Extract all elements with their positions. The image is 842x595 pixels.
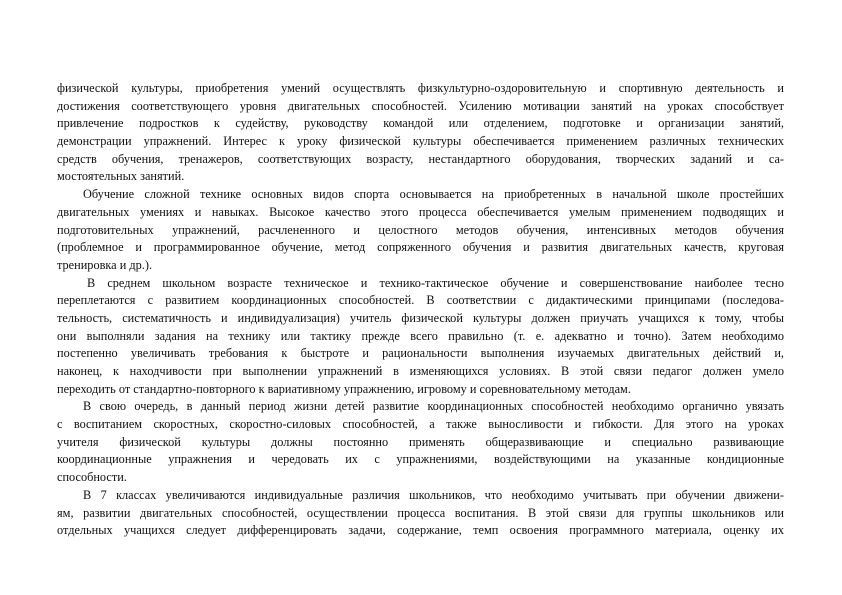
paragraph: [57, 398, 784, 486]
text-line: демонстрации упражнений. Интерес к уроку физической культуры обеспечивается применением различных технических: [57, 134, 784, 149]
paragraph: [57, 275, 784, 399]
text-line: переходить от стандартно-повторного к вариативному упражнению, игровому и соревновательному методам.: [57, 381, 631, 396]
text-line: постепенно увеличивать требования к быстроте и рациональности выполнения изучаемых двигательных действий и,: [57, 346, 784, 361]
text-line: наконец, к находчивости при выполнении упражнений в изменяющихся условиях. В этой связи педагог должен умело: [57, 364, 784, 378]
text-line: Обучение сложной технике основных видов спорта основывается на приобретенных в начальной школе простейших: [83, 187, 784, 202]
text-line: двигательных умениях и навыках. Высокое качество этого процесса обеспечивается умелым применением подводящих и: [57, 204, 784, 219]
text-line: мостоятельных занятий.: [57, 169, 185, 184]
text-line: способности.: [57, 470, 127, 485]
paragraph: [57, 80, 784, 186]
text-line: (проблемное и программированное обучение, метод сопряженного обучения и развития двигательных качеств, круговая: [57, 240, 784, 255]
text-line: средств обучения, тренажеров, соответствующих возрасту, нестандартного оборудования, творческих заданий и са-: [57, 151, 784, 166]
text-line: координационные упражнения и чередовать их с упражнениями, воздействующими на указанные кондиционные: [57, 452, 784, 467]
text-line: В среднем школьном возрасте техническое и технико-тактическое обучение и совершенствование наиболее тесно: [87, 275, 784, 290]
text-line: достижения соответствующего уровня двигательных способностей. Усилению мотивации занятий на уроках способствует: [57, 98, 784, 113]
text-line: В 7 классах увеличиваются индивидуальные различия школьников, что необходимо учитывать при обучении движени-: [83, 487, 784, 502]
text-line: физической культуры, приобретения умений осуществлять физкультурно-оздоровительную и спортивную деятельность и: [57, 81, 784, 95]
text-line: отдельных учащихся следует дифференцировать задачи, содержание, темп освоения программного материала, оценку их: [57, 523, 784, 538]
text-line: ям, развитии двигательных способностей, осуществлении процесса воспитания. В этой связи для группы школьников или: [57, 505, 784, 520]
text-line: В свою очередь, в данный период жизни детей развитие координационных способностей необходимо органично увязать: [83, 399, 784, 414]
text-line: они выполняли задания на технику или тактику прежде всего правильно (т. е. адекватно и точно). Затем необходимо: [57, 328, 784, 343]
text-line: тельность, систематичность и индивидуализация) учитель физической культуры должен приучать учащихся к тому, чтобы: [57, 310, 784, 325]
text-line: подготовительных упражнений, расчлененного и целостного методов обучения, интенсивных методов обучения: [57, 222, 784, 237]
document-page: [57, 80, 784, 540]
text-line: учителя физической культуры должны постоянно применять общеразвивающие и специально развивающие: [57, 434, 784, 449]
paragraph: [57, 186, 784, 274]
paragraph: [57, 487, 784, 540]
text-line: переплетаются с развитием координационных способностей. В соответствии с дидактическими принципами (последова-: [57, 293, 784, 308]
text-line: тренировка и др.).: [57, 257, 153, 272]
text-line: с воспитанием скоростных, скоростно-силовых способностей, а также выносливости и гибкости. Для этого на уроках: [57, 417, 784, 432]
text-line: привлечение подростков к судейству, руководству командой или отделением, подготовке и организации занятий,: [57, 116, 784, 131]
